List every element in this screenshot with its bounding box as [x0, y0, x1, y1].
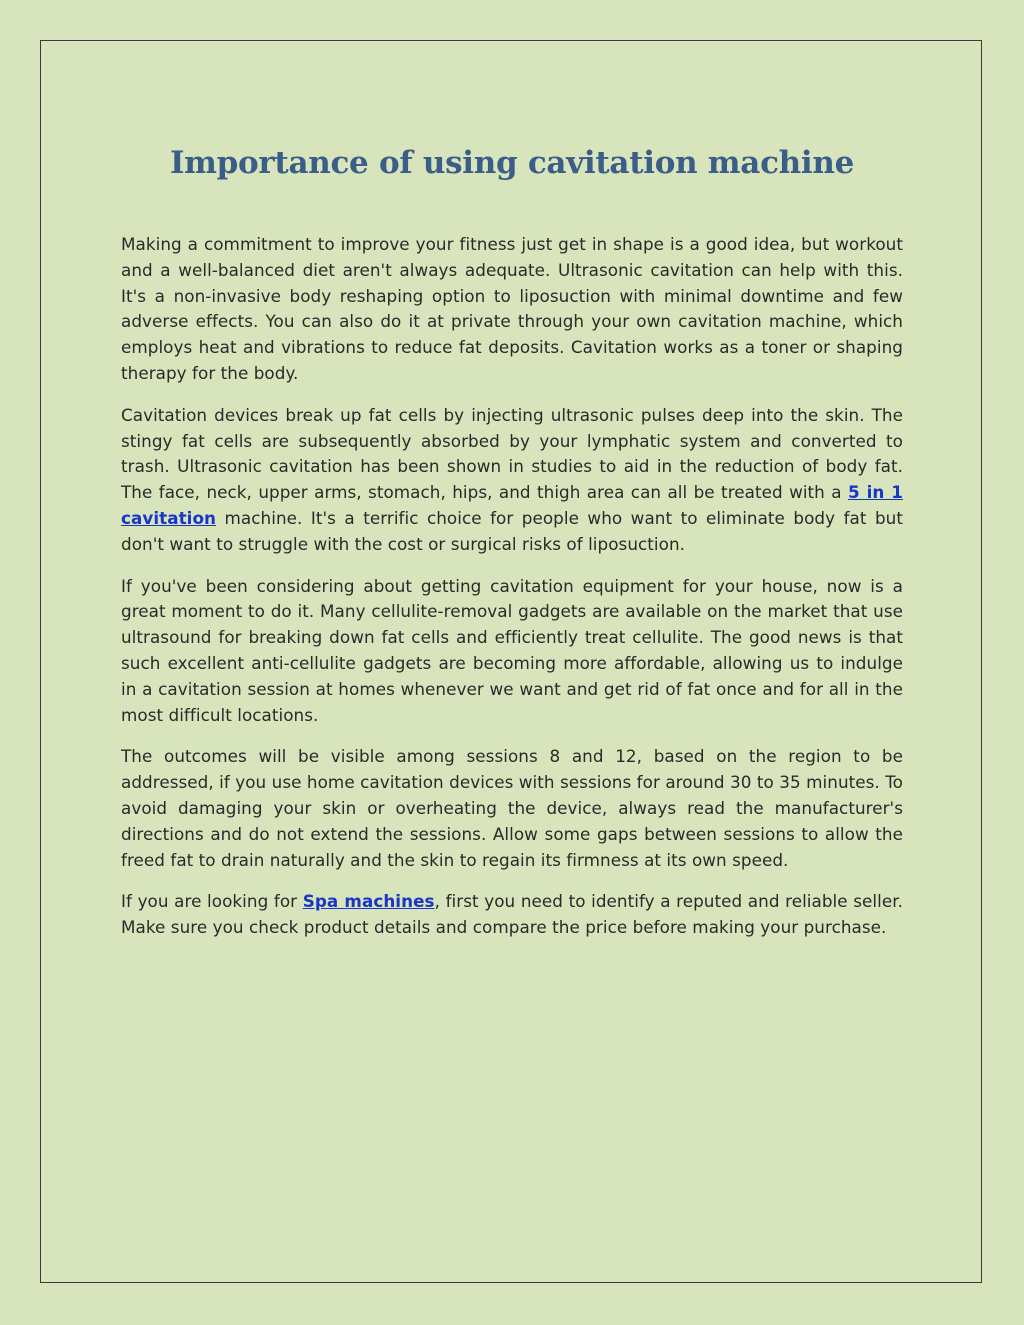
- link-5-in-1-cavitation[interactable]: 5 in 1 cavitation: [121, 482, 903, 528]
- link-spa-machines[interactable]: Spa machines: [302, 891, 435, 912]
- paragraph-1: Making a commitment to improve your fitness just get in shape is a good idea, but workout and a well-balanced diet aren't always adequate. Ultrasonic cavitation can help with this. It's a non-invasive body reshaping option to liposuction with minimal downtime and few adverse effects. You can also do it at private through your own cavitation machine, which employs heat and vibrations to reduce fat deposits. Cavitation works as a toner or shaping therapy for the body.: [121, 234, 903, 383]
- paragraph-2: [121, 403, 903, 558]
- paragraph-5-text-before: If you are looking for: [121, 891, 303, 912]
- page-title: Importance of using cavitation machine: [169, 145, 855, 181]
- paragraph-5-text-after: , first you need to identify a reputed and reliable seller. Make sure you check product details and compare the price before making your purchase.: [121, 891, 904, 938]
- article-body: [121, 232, 903, 957]
- paragraph-5: [121, 889, 903, 941]
- paragraph-4: The outcomes will be visible among sessions 8 and 12, based on the region to be addressed, if you use home cavitation devices with sessions for around 30 to 35 minutes. To avoid damaging your skin or overheating the device, always read the manufacturer's directions and do not extend the sessions. Allow some gaps between sessions to allow the freed fat to drain naturally and the skin to regain its firmness at its own speed.: [121, 746, 903, 870]
- paragraph-2-text-before: Cavitation devices break up fat cells by injecting ultrasonic pulses deep into the skin. The stingy fat cells are subsequently absorbed by your lymphatic system and converted to trash. Ultrasonic cavitation has been shown in studies to aid in the reduction of body fat. The face, neck, upper arms, stomach, hips, and thigh area can all be treated with a: [121, 404, 903, 503]
- paragraph-2-text-after: machine. It's a terrific choice for people who want to eliminate body fat but don't want to struggle with the cost or surgical risks of liposuction.: [121, 507, 903, 554]
- paragraph-3: If you've been considering about getting cavitation equipment for your house, now is a great moment to do it. Many cellulite-removal gadgets are available on the market that use ultrasound for breaking down fat cells and efficiently treat cellulite. The good news is that such excellent anti-cellulite gadgets are becoming more affordable, allowing us to indulge in a cavitation session at homes whenever we want and get rid of fat once and for all in the most difficult locations.: [121, 575, 903, 725]
